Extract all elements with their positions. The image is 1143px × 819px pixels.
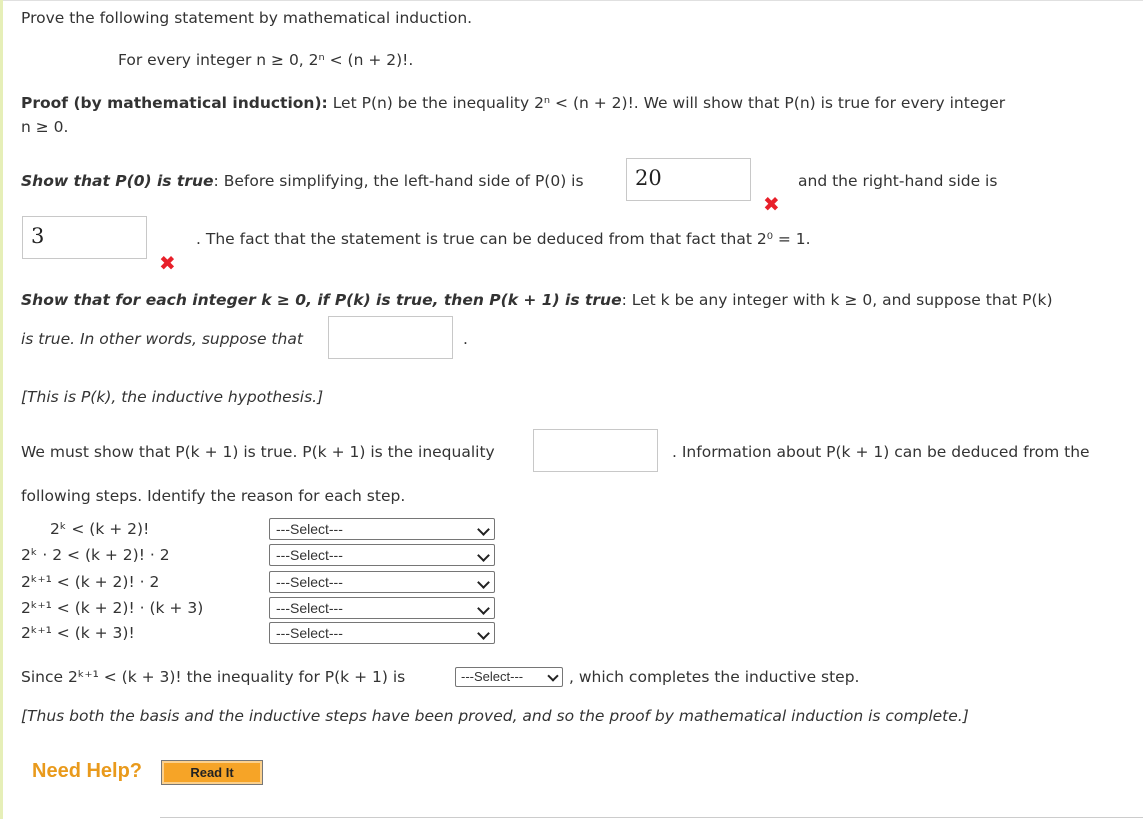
select-value: ---Select--- bbox=[276, 521, 343, 537]
basis-line: Show that P(0) is true: Before simplifying, the left-hand side of P(0) is bbox=[21, 172, 584, 190]
select-value: ---Select--- bbox=[276, 600, 343, 616]
problem-instruction: Prove the following statement by mathematical induction. bbox=[21, 9, 473, 27]
chevron-down-icon bbox=[477, 549, 490, 562]
basis-lhs-input[interactable]: 20 bbox=[626, 158, 751, 201]
conclusion-text-after: , which completes the inductive step. bbox=[569, 668, 860, 686]
inductive-hypothesis-input[interactable] bbox=[328, 316, 453, 359]
proof-intro-line: Proof (by mathematical induction): Let P(n) be the inequality 2ⁿ < (n + 2)!. We will show that P(n) is true for every integer bbox=[21, 94, 1006, 112]
basis-text-before: Before simplifying, the left-hand side of P(0) is bbox=[223, 172, 584, 190]
must-show-text: We must show that P(k + 1) is true. P(k + 1) is the inequality bbox=[21, 443, 495, 461]
incorrect-x-icon: ✖ bbox=[159, 251, 176, 275]
chevron-down-icon bbox=[547, 670, 558, 681]
step-reason-select-5[interactable] bbox=[269, 622, 495, 644]
inductive-text-line2: is true. In other words, suppose that bbox=[21, 330, 303, 348]
step-reason-select-4[interactable] bbox=[269, 597, 495, 619]
select-value: ---Select--- bbox=[276, 547, 343, 563]
select-value: ---Select--- bbox=[461, 669, 524, 684]
chevron-down-icon bbox=[477, 576, 490, 589]
bottom-divider bbox=[160, 817, 1143, 818]
inductive-line1: Show that for each integer k ≥ 0, if P(k) is true, then P(k + 1) is true: Let k be any integer with k ≥ 0, and suppose that P(k) bbox=[21, 291, 1053, 309]
step-expression-2: 2ᵏ · 2 < (k + 2)! · 2 bbox=[21, 546, 170, 564]
need-help-label: Need Help? bbox=[32, 760, 143, 782]
chevron-down-icon bbox=[477, 523, 490, 536]
conclusion-final: [Thus both the basis and the inductive steps have been proved, and so the proof by mathematical induction is complete.] bbox=[21, 707, 969, 725]
basis-heading: Show that P(0) is true bbox=[21, 172, 214, 190]
period: . bbox=[463, 330, 468, 348]
step-reason-select-1[interactable] bbox=[269, 518, 495, 540]
basis-text-after: . The fact that the statement is true can be deduced from that fact that 2⁰ = 1. bbox=[196, 230, 811, 248]
step-expression-4: 2ᵏ⁺¹ < (k + 2)! · (k + 3) bbox=[21, 599, 204, 617]
proof-heading: Proof (by mathematical induction) bbox=[21, 94, 322, 112]
chevron-down-icon bbox=[477, 602, 490, 615]
basis-text-between: and the right-hand side is bbox=[798, 172, 998, 190]
step-expression-5: 2ᵏ⁺¹ < (k + 3)! bbox=[21, 624, 135, 642]
step-expression-1: 2ᵏ < (k + 2)! bbox=[50, 520, 150, 538]
info-text: . Information about P(k + 1) can be deduced from the bbox=[672, 443, 1090, 461]
steps-intro: following steps. Identify the reason for each step. bbox=[21, 487, 406, 505]
conclusion-text-before: Since 2ᵏ⁺¹ < (k + 3)! the inequality for P(k + 1) is bbox=[21, 668, 406, 686]
proof-intro-cont: n ≥ 0. bbox=[21, 118, 69, 136]
conclusion-select[interactable] bbox=[455, 667, 563, 687]
step-reason-select-2[interactable] bbox=[269, 544, 495, 566]
hypothesis-note: [This is P(k), the inductive hypothesis.] bbox=[21, 388, 324, 406]
step-expression-3: 2ᵏ⁺¹ < (k + 2)! · 2 bbox=[21, 573, 160, 591]
pk1-inequality-input[interactable] bbox=[533, 429, 658, 472]
basis-rhs-input[interactable]: 3 bbox=[22, 216, 147, 259]
top-divider bbox=[3, 0, 1143, 1]
problem-statement: For every integer n ≥ 0, 2ⁿ < (n + 2)!. bbox=[118, 51, 414, 69]
read-it-button[interactable]: Read It bbox=[161, 760, 263, 785]
inductive-heading: Show that for each integer k ≥ 0, if P(k) is true, then P(k + 1) is true bbox=[21, 291, 622, 309]
step-reason-select-3[interactable] bbox=[269, 571, 495, 593]
left-accent-bar bbox=[0, 0, 3, 819]
select-value: ---Select--- bbox=[276, 574, 343, 590]
select-value: ---Select--- bbox=[276, 625, 343, 641]
inductive-text-line1: Let k be any integer with k ≥ 0, and suppose that P(k) bbox=[631, 291, 1053, 309]
chevron-down-icon bbox=[477, 627, 490, 640]
proof-intro-text: Let P(n) be the inequality 2ⁿ < (n + 2)!. We will show that P(n) is true for every integer bbox=[332, 94, 1006, 112]
incorrect-x-icon: ✖ bbox=[763, 192, 780, 216]
